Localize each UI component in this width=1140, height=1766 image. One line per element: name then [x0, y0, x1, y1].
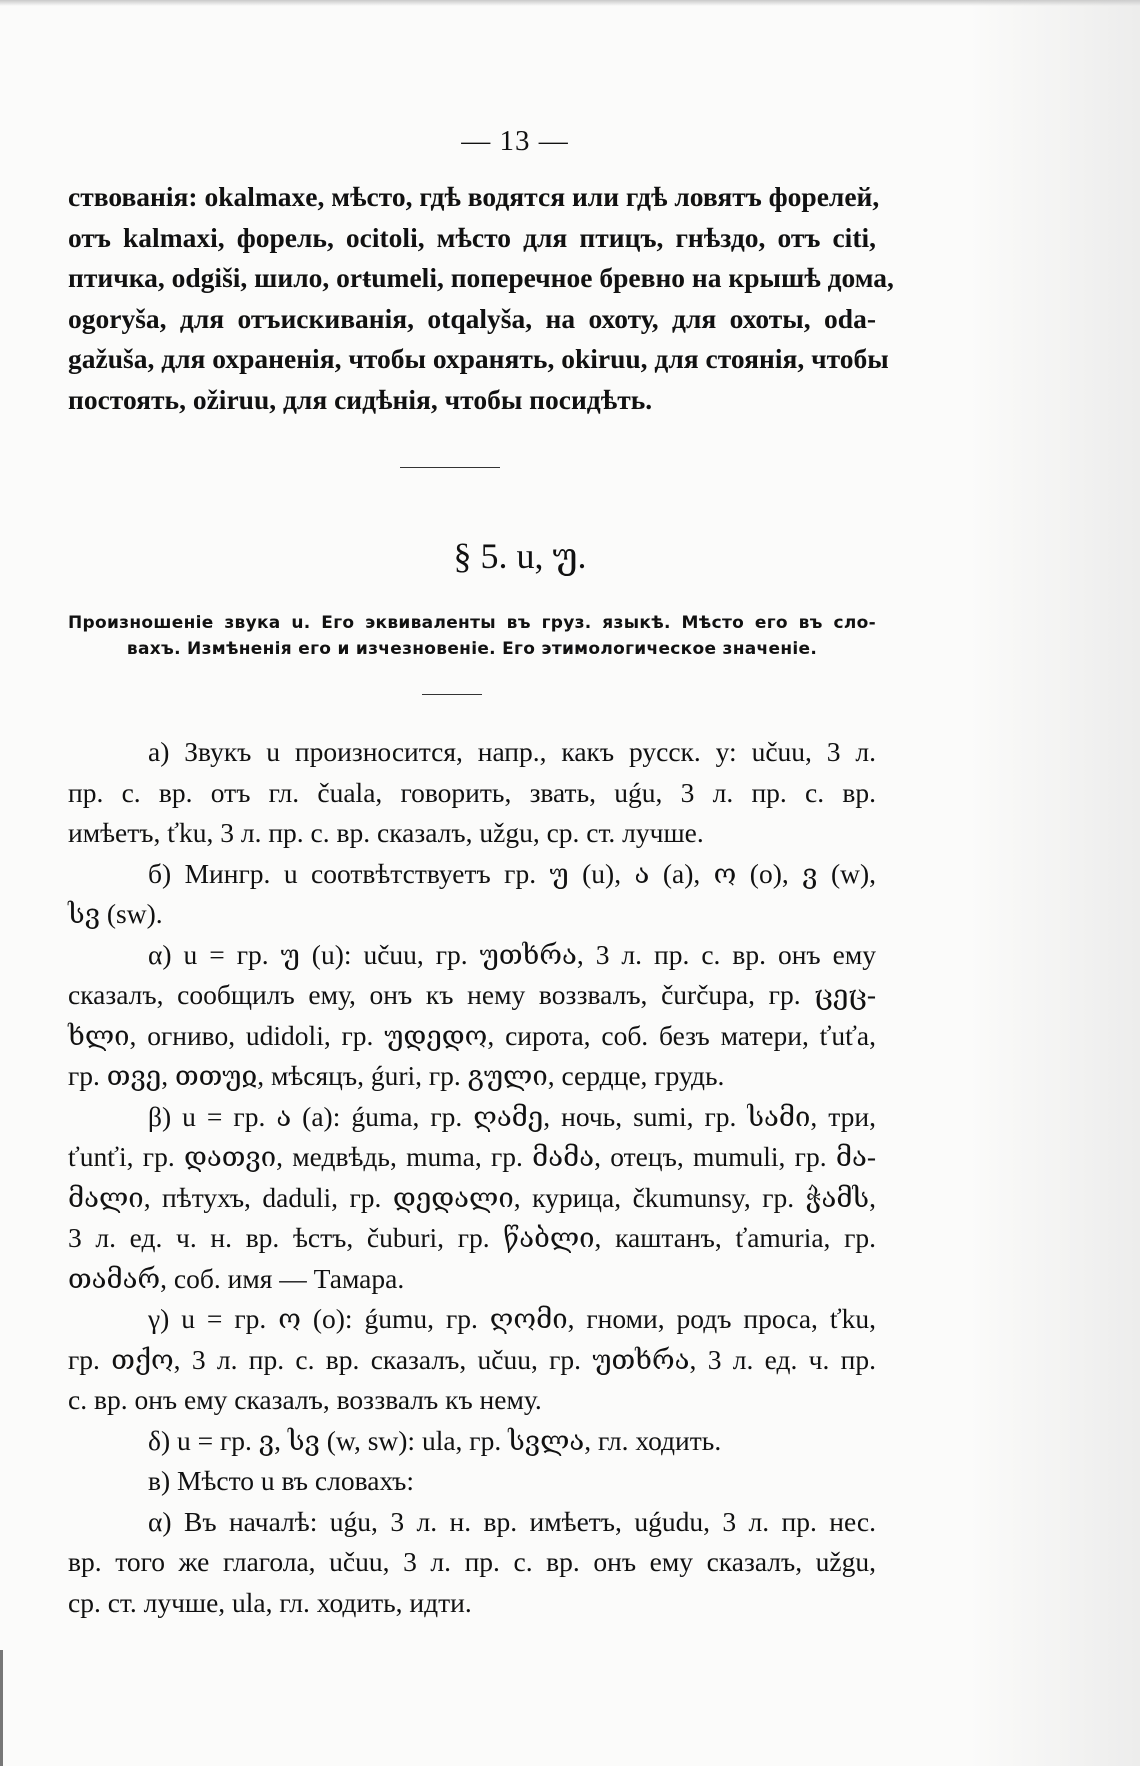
- scan-shadow: [970, 0, 1140, 1766]
- text-line: отъ kalmaxi, форель, ocitoli, мѣсто для птицъ, гнѣздо, отъ citi,: [68, 221, 876, 253]
- scan-top-edge: [0, 0, 1140, 6]
- text-line: а) Звукъ u произносится, напр., какъ русск. у: učuu, 3 л.: [148, 736, 876, 767]
- text-line: в) Мѣсто u въ словахъ:: [148, 1465, 414, 1496]
- divider: [400, 467, 500, 468]
- divider: [422, 694, 482, 695]
- text-line: 3 л. ед. ч. н. вр. ѣстъ, čuburi, гр. წაბლი, каштанъ, ťamuria, гр.: [68, 1222, 876, 1253]
- text-line: γ) u = гр. ო (o): ǵumu, гр. ღომი, гноми, родъ проса, ťku,: [148, 1303, 876, 1334]
- synopsis-line: вахъ. Измѣненія его и изчезновеніе. Его этимологическое значеніе.: [126, 639, 818, 659]
- text-line: სვ (sw).: [68, 898, 163, 929]
- section-synopsis: [68, 610, 876, 662]
- text-line: მალი, пѣтухъ, daduli, гр. დედალი, курица, čkumunsy, гр. ჭამს,: [68, 1181, 876, 1213]
- text-line: гр. თქო, 3 л. пр. с. вр. сказалъ, učuu, гр. უთხრა, 3 л. ед. ч. пр.: [68, 1343, 876, 1375]
- text-line: ствованія: okalmaxe, мѣсто, гдѣ водятся или гдѣ ловятъ форелей,: [68, 181, 880, 212]
- text-line: пр. с. вр. отъ гл. čuala, говорить, звать, uǵu, 3 л. пр. с. вр.: [68, 776, 876, 808]
- text-line: β) u = гр. ა (a): ǵuma, гр. ღამე, ночь, sumi, гр. სამი, три,: [148, 1100, 876, 1132]
- section-body: [68, 732, 876, 1623]
- text-line: α) u = гр. უ (u): učuu, гр. უთხრა, 3 л. пр. с. вр. онъ ему: [148, 938, 876, 970]
- text-line: птичка, odgiši, шило, orŧumeli, поперечное бревно на крышѣ дома,: [68, 262, 894, 293]
- paragraph-1: [68, 177, 894, 420]
- scan-left-edge: [0, 1650, 3, 1766]
- text-line: δ) u = гр. ვ, სვ (w, sw): ula, гр. სვლა, гл. ходить.: [148, 1424, 722, 1456]
- page-number: — 13 —: [461, 125, 569, 157]
- text-line: ogoryša, для отъискиванія, otqalyša, на охоту, для охоты, oda-: [68, 302, 876, 334]
- text-line: гр. თვე, თთუჲ, мѣсяцъ, ǵuri, гр. გული, сердце, грудь.: [68, 1060, 725, 1091]
- text-line: ср. ст. лучше, ula, гл. ходить, идти.: [68, 1586, 472, 1618]
- text-line: gažuša, для охраненія, чтобы охранять, okiruu, для стоянія, чтобы: [68, 343, 889, 374]
- section-title: § 5. u, უ.: [453, 536, 587, 576]
- text-line: თამარ, соб. имя — Тамара.: [68, 1262, 405, 1294]
- text-line: постоять, ožiruu, для сидѣнія, чтобы посидѣть.: [68, 383, 653, 415]
- text-line: с. вр. онъ ему сказалъ, воззвалъ къ нему.: [68, 1384, 542, 1415]
- text-line: вр. того же глагола, učuu, 3 л. пр. с. вр. онъ ему сказалъ, užgu,: [68, 1546, 876, 1577]
- text-line: имѣетъ, ťku, 3 л. пр. с. вр. сказалъ, užgu, ср. ст. лучше.: [68, 817, 704, 848]
- text-line: б) Мингр. u соотвѣтствуетъ гр. უ (u), ა (a), ო (o), ვ (w),: [148, 857, 876, 889]
- text-line: ťunťi, гр. დათვი, медвѣдь, muma, гр. მამა, отецъ, mumuli, гр. მა-: [68, 1141, 876, 1172]
- text-line: ხლი, огниво, udidoli, гр. უდედო, сирота, соб. безъ матери, ťuťa,: [68, 1019, 876, 1051]
- text-line: сказалъ, сообщилъ ему, онъ къ нему воззвалъ, čurčupa, гр. ცეც-: [68, 979, 876, 1010]
- text-line: α) Въ началѣ: uǵu, 3 л. н. вр. имѣетъ, uǵudu, 3 л. пр. нес.: [148, 1505, 876, 1537]
- synopsis-line: Произношеніе звука u. Его эквиваленты въ груз. языкѣ. Мѣсто его въ сло-: [68, 613, 876, 633]
